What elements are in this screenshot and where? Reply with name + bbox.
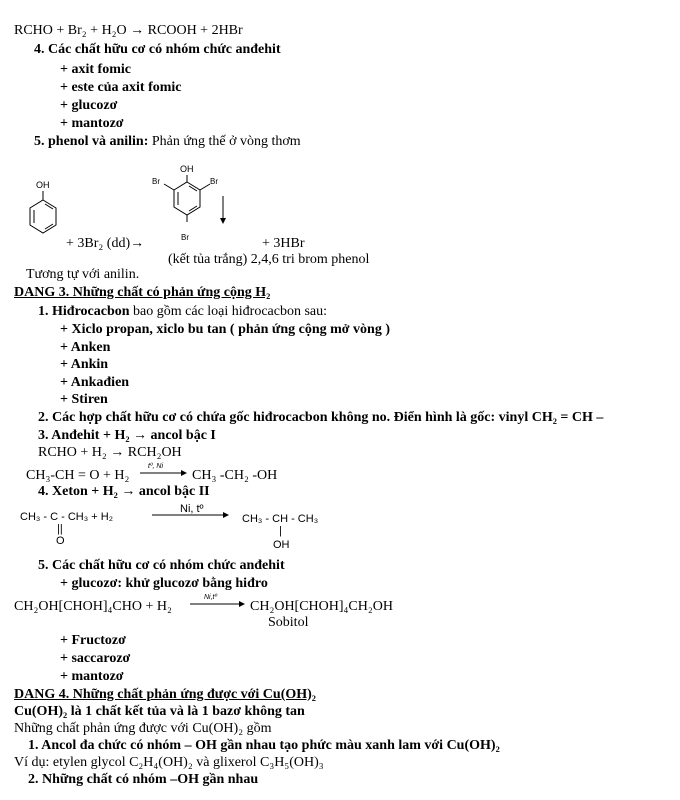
ketone-oxygen: O [56, 535, 65, 547]
list-item: + Ankađien [60, 375, 130, 390]
svg-text:Br: Br [210, 177, 218, 186]
item-4-ketone-heading: 4. Xeton + H₂ → ancol bậc II [38, 484, 210, 499]
list-item: + axit fomic [60, 62, 131, 77]
sorbitol-label: Sobitol [268, 615, 309, 630]
section-heading-dang-4: DANG 4. Những chất phản ứng được với Cu(OH)₂ [14, 687, 317, 702]
item-4-heading: 4. Các chất hữu cơ có nhóm chức anđehit [34, 42, 281, 57]
ketone-double-bond: || [57, 523, 63, 535]
list-item: + mantozơ [60, 669, 124, 684]
item-5-aldehyde-heading: 5. Các chất hữu cơ có nhóm chức anđehit [38, 558, 285, 573]
list-item: + saccarozơ [60, 651, 131, 666]
list-item: + Fructozơ [60, 633, 126, 648]
precipitate-note: (kết tủa trắng) 2,4,6 tri brom phenol [168, 252, 370, 267]
reaction-bromine-text: + 3Br₂ (dd)→ [66, 236, 145, 251]
svg-text:OH: OH [180, 164, 194, 174]
list-item: + Xiclo propan, xiclo bu tan ( phản ứng cộng mở vòng ) [60, 322, 390, 337]
reaction-arrow [190, 591, 246, 611]
alcohol-bond: | [279, 525, 282, 537]
glucose-reduction: + glucozơ: khử glucozơ bằng hiđro [60, 576, 268, 591]
item-3-heading: 3. Anđehit + H₂ → ancol bậc I [38, 428, 216, 443]
item-1-heading: 1. Hiđrocacbon bao gồm các loại hiđrocacbon sau: [38, 304, 328, 319]
item-2-heading: 2. Các hợp chất hữu cơ có chứa gốc hiđrocacbon không no. Điển hình là gốc: vinyl CH₂ = CH – [38, 410, 604, 425]
reaction-arrow [140, 460, 188, 480]
reaction-arrow [152, 510, 232, 520]
item-1-polyol-heading: 1. Ancol đa chức có nhóm – OH gần nhau tạo phức màu xanh lam với Cu(OH)₂ [28, 738, 500, 753]
tribromophenol-structure [150, 160, 240, 245]
cuoh2-description: Cu(OH)₂ là 1 chất kết tủa và là 1 bazơ không tan [14, 704, 305, 719]
svg-text:Br: Br [152, 177, 160, 186]
alcohol-right: CH₃ - CH - CH₃ [242, 513, 319, 525]
list-item: + Ankin [60, 357, 109, 372]
eq-sorbitol-left: CH₂OH[CHOH]₄CHO + H₂ [14, 599, 172, 614]
list-item: + Stiren [60, 392, 108, 407]
svg-text:OH: OH [36, 180, 50, 190]
similar-note: Tương tự với anilin. [26, 267, 140, 282]
eq-sorbitol-right: CH₂OH[CHOH]₄CH₂OH [250, 599, 393, 614]
svg-text:Ni,tº: Ni,tº [204, 594, 218, 601]
svg-text:tº, Ni: tº, Ni [148, 463, 164, 470]
eq-aldehyde-bromine: RCHO + Br₂ + H₂O → RCOOH + 2HBr [14, 23, 243, 38]
list-item: + este của axit fomic [60, 80, 182, 95]
eq-acetaldehyde-left: CH₃-CH = O + H₂ [26, 468, 130, 483]
eq-aldehyde-hydrogen: RCHO + H₂ → RCH₂OH [38, 445, 182, 460]
list-item: + Anken [60, 340, 111, 355]
section-heading-dang-3: DANG 3. Những chất có phản ứng cộng H₂ [14, 285, 271, 300]
list-item: + glucozơ [60, 98, 118, 113]
svg-text:Br: Br [181, 233, 189, 242]
example-line: Ví dụ: etylen glycol C₂H₄(OH)₂ và glixerol C₃H₅(OH)₃ [14, 755, 324, 770]
cuoh2-intro: Những chất phản ứng được với Cu(OH)₂ gồm [14, 721, 272, 736]
list-item: + mantozơ [60, 116, 124, 131]
item-5-heading: 5. phenol và anilin: Phản ứng thế ở vòng thơm [34, 134, 301, 149]
ketone-left: CH₃ - C - CH₃ + H₂ [20, 511, 113, 523]
item-2-oh-heading: 2. Những chất có nhóm –OH gần nhau [28, 772, 259, 787]
eq-acetaldehyde-right: CH₃ -CH₂ -OH [192, 468, 278, 483]
ketone-condition: Ni, tº [180, 503, 204, 515]
reaction-hbr-text: + 3HBr [262, 236, 305, 251]
alcohol-oh: OH [273, 539, 290, 551]
